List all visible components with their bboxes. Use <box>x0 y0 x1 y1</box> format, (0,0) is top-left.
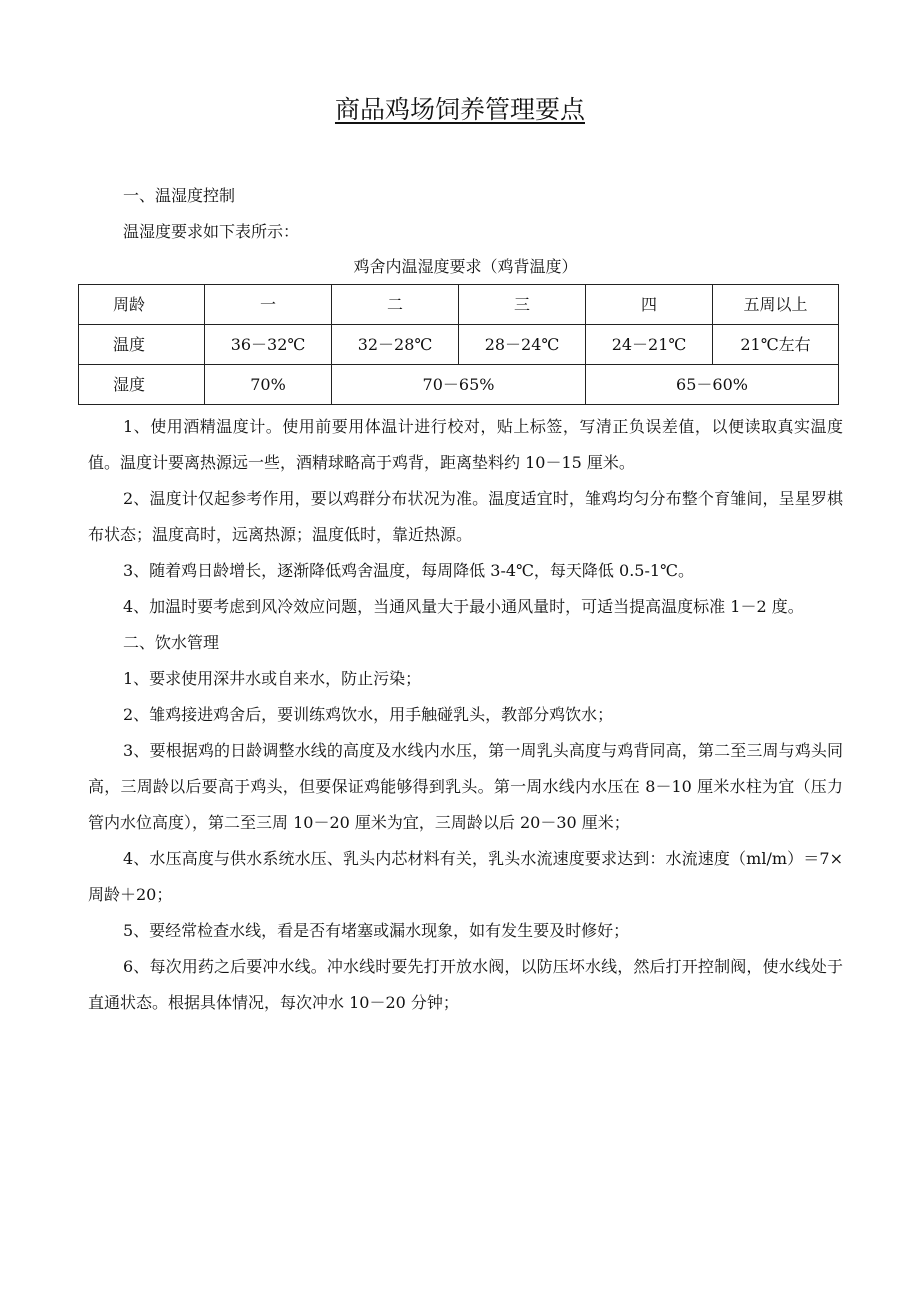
table-caption: 鸡舍内温湿度要求（鸡背温度） <box>353 257 578 276</box>
table-cell: 36－32℃ <box>205 325 332 365</box>
paragraph: 3、要根据鸡的日龄调整水线的高度及水线内水压，第一周乳头高度与鸡背同高，第二至三周与鸡头同高，三周龄以后要高于鸡头，但要保证鸡能够得到乳头。第一周水线内水压在 8－10 厘米水柱为宜（压力管内水位高度），第二至三周 10－20 厘米为宜，三周龄以后 20－30 厘米； <box>88 741 843 832</box>
paragraph: 5、要经常检查水线，看是否有堵塞或漏水现象，如有发生要及时修好； <box>123 921 630 940</box>
table-intro-text: 温湿度要求如下表所示： <box>123 222 300 241</box>
paragraph: 4、加温时要考虑到风冷效应问题，当通风量大于最小通风量时，可适当提高温度标准 1－2 度。 <box>123 597 804 616</box>
table-cell: 24－21℃ <box>586 325 713 365</box>
paragraph: 4、水压高度与供水系统水压、乳头内芯材料有关，乳头水流速度要求达到：水流速度（ml/m）＝7×周龄＋20； <box>88 849 843 904</box>
paragraph: 1、使用酒精温度计。使用前要用体温计进行校对，贴上标签，写清正负误差值，以便读取真实温度值。温度计要离热源远一些，酒精球略高于鸡背，距离垫料约 10－15 厘米。 <box>88 417 843 472</box>
document-body <box>88 178 843 1021</box>
table-cell: 28－24℃ <box>459 325 586 365</box>
table-cell: 21℃左右 <box>713 325 839 365</box>
table-row-humidity <box>79 365 839 405</box>
section-heading-water: 二、饮水管理 <box>123 633 220 652</box>
table-cell: 三 <box>459 285 586 325</box>
paragraph: 2、雏鸡接进鸡舍后，要训练鸡饮水，用手触碰乳头，教部分鸡饮水； <box>123 705 614 724</box>
table-cell: 一 <box>205 285 332 325</box>
table-cell: 70－65% <box>332 365 586 405</box>
table-cell: 周龄 <box>79 285 205 325</box>
section-heading-temperature: 一、温湿度控制 <box>123 186 236 205</box>
table-row-week-age <box>79 285 839 325</box>
page-title: 商品鸡场饲养管理要点 <box>334 95 585 124</box>
table-row-temperature <box>79 325 839 365</box>
table-cell: 32－28℃ <box>332 325 459 365</box>
table-cell: 70% <box>205 365 332 405</box>
paragraph: 3、随着鸡日龄增长，逐渐降低鸡舍温度，每周降低 3-4℃，每天降低 0.5-1℃。 <box>123 561 694 580</box>
table-cell: 五周以上 <box>713 285 839 325</box>
paragraph: 2、温度计仅起参考作用，要以鸡群分布状况为准。温度适宜时，雏鸡均匀分布整个育雏间，呈星罗棋布状态；温度高时，远离热源；温度低时，靠近热源。 <box>88 489 843 544</box>
table-cell: 温度 <box>79 325 205 365</box>
paragraph: 6、每次用药之后要冲水线。冲水线时要先打开放水阀，以防压坏水线，然后打开控制阀，使水线处于直通状态。根据具体情况，每次冲水 10－20 分钟； <box>88 957 843 1012</box>
temperature-humidity-table <box>78 284 839 405</box>
table-cell: 二 <box>332 285 459 325</box>
paragraph: 1、要求使用深井水或自来水，防止污染； <box>123 669 422 688</box>
table-cell: 65－60% <box>586 365 839 405</box>
table-cell: 四 <box>586 285 713 325</box>
table-cell: 湿度 <box>79 365 205 405</box>
